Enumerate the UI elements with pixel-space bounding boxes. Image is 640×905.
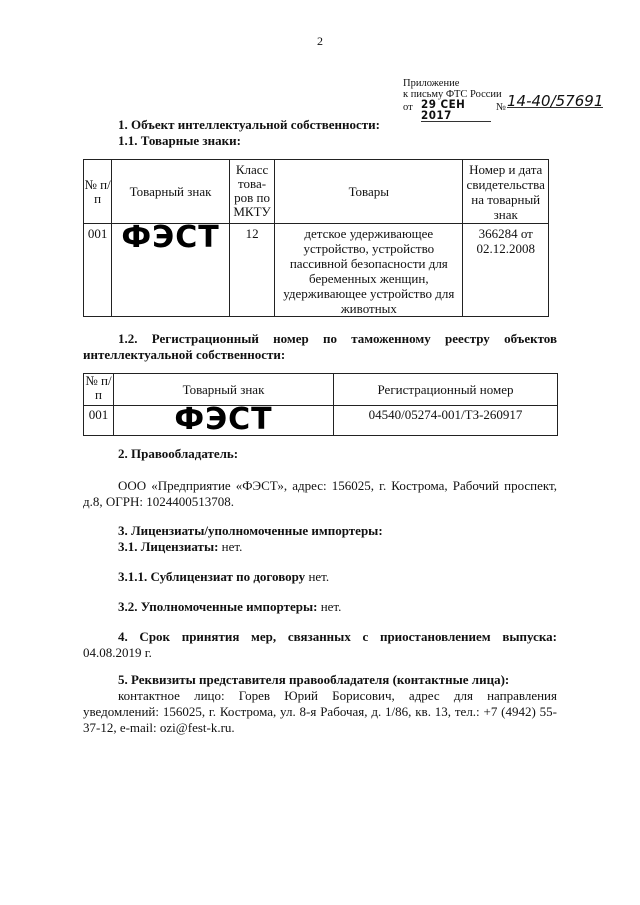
section-4-label: 4. Срок принятия мер, связанных с приостановлением выпуска: [118, 629, 557, 644]
header-mark: Товарный знак [114, 374, 334, 406]
table-row [84, 224, 549, 317]
header-goods: Товары [275, 160, 463, 224]
header-num: № п/п [84, 160, 112, 224]
row-class: 12 [229, 224, 274, 317]
importers-line [118, 599, 341, 615]
appendix-number-label: № [496, 102, 507, 113]
appendix-block [403, 78, 604, 122]
row-num: 001 [84, 406, 114, 436]
appendix-line-2: к письму ФТС России [403, 89, 502, 100]
header-num: № п/п [84, 374, 114, 406]
header-mark: Товарный знак [112, 160, 230, 224]
row-goods: детское удерживающее устройство, устройство пассивной безопасности для беременных женщин, удерживающее устройство для животных [275, 224, 463, 317]
trademark-logo: ФЭСТ [112, 224, 230, 317]
header-cert: Номер и дата свидетельства на товарный знак [463, 160, 549, 224]
appendix-number-handwritten: 14-40/57691 [507, 92, 604, 110]
row-num: 001 [84, 224, 112, 317]
trademarks-table [83, 159, 549, 317]
importers-label: 3.2. Уполномоченные импортеры: [118, 599, 318, 614]
section-1-1-title: 1.1. Товарные знаки: [118, 133, 241, 148]
appendix-from-label: от [403, 102, 413, 113]
header-class: Класс това-ров по МКТУ [229, 160, 274, 224]
appendix-line-1: Приложение [403, 78, 460, 89]
importers-value: нет. [317, 599, 342, 614]
row-reg: 04540/05274-001/ТЗ-260917 [334, 406, 558, 436]
page-number: 2 [317, 34, 323, 48]
section-1-title: 1. Объект интеллектуальной собственности: [118, 117, 380, 132]
section-5-title: 5. Реквизиты представителя правообладателя (контактные лица): [118, 672, 510, 687]
registration-table [83, 373, 558, 436]
sublicensee-value: нет. [305, 569, 330, 584]
licensees-value: нет. [218, 539, 243, 554]
appendix-date-stamp: 29 СЕН 2017 [421, 99, 491, 122]
trademark-logo: ФЭСТ [114, 406, 334, 436]
licensees-label: 3.1. Лицензиаты: [118, 539, 219, 554]
section-4 [83, 629, 557, 661]
table-header-row [84, 160, 549, 224]
header-reg: Регистрационный номер [334, 374, 558, 406]
rightholder-text: ООО «Предприятие «ФЭСТ», адрес: 156025, г. Кострома, Рабочий проспект, д.8, ОГРН: 1024400513708. [83, 478, 557, 509]
table-row [84, 406, 558, 436]
section-4-value: 04.08.2019 г. [83, 645, 152, 660]
section-1-2-title: 1.2. Регистрационный номер по таможенному реестру объектов интеллектуальной собственности: [83, 331, 557, 362]
contact-text: контактное лицо: Горев Юрий Борисович, адрес для направления уведомлений: 156025, г. Кострома, ул. 8-я Рабочая, д. 1/86, кв. 13, тел.: +7 (4942) 55-37-12, e-mail: ozi@fest-k.ru. [83, 688, 557, 735]
sublicensee-line [118, 569, 329, 585]
section-2-title: 2. Правообладатель: [118, 446, 239, 461]
table-header-row [84, 374, 558, 406]
licensees-line [118, 539, 242, 555]
sublicensee-label: 3.1.1. Сублицензиат по договору [118, 569, 306, 584]
section-3-title: 3. Лицензиаты/уполномоченные импортеры: [118, 523, 383, 538]
row-cert: 366284 от 02.12.2008 [463, 224, 549, 317]
